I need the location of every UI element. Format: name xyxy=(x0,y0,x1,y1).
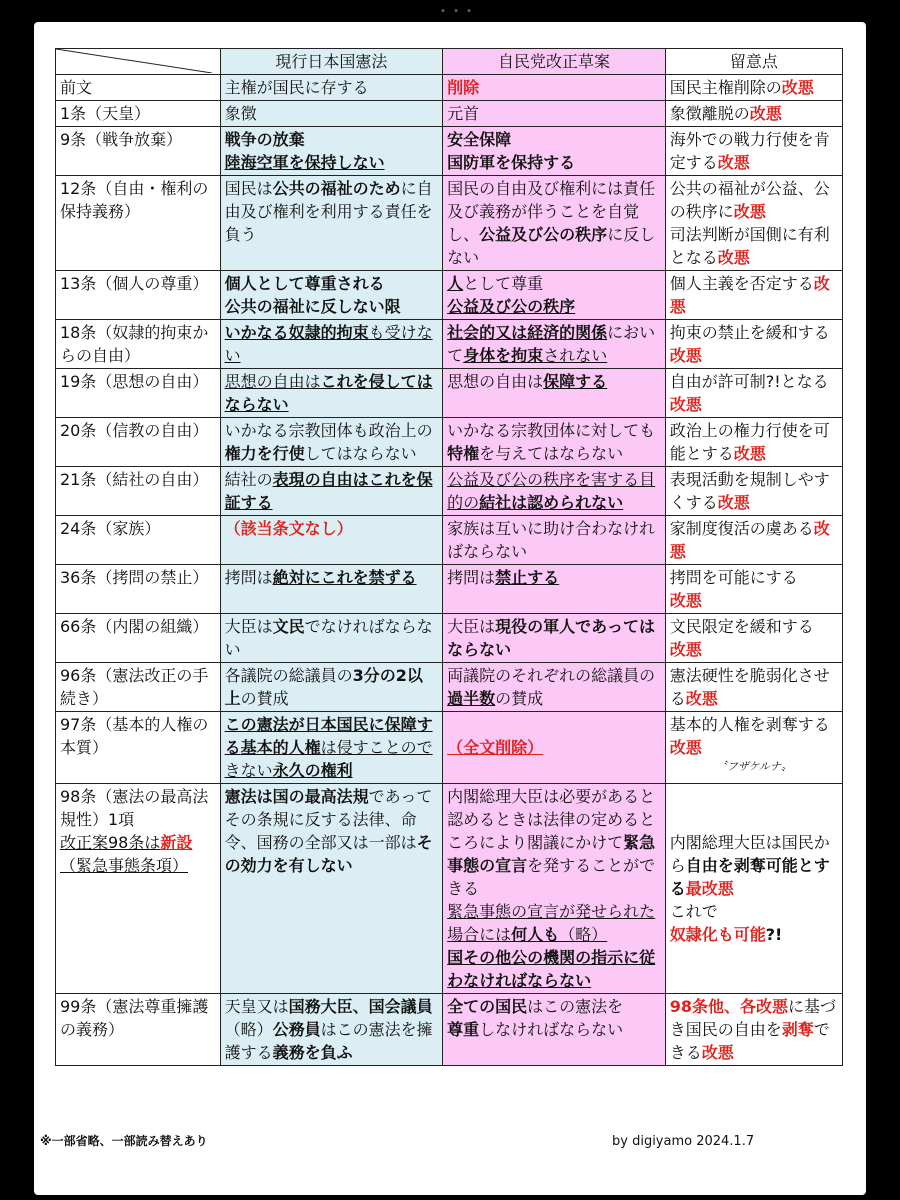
header-notes: 留意点 xyxy=(665,49,842,75)
comparison-table xyxy=(55,48,843,1066)
note-cell: 個人主義を否定する改悪 xyxy=(665,271,842,320)
draft-cell: 全ての国民はこの憲法を 尊重しなければならない xyxy=(443,994,666,1066)
draft-cell: 削除 xyxy=(443,75,666,101)
current-cell: 個人として尊重される 公共の福祉に反しない限 xyxy=(220,271,443,320)
draft-cell: 大臣は現役の軍人であってはならない xyxy=(443,614,666,663)
article-cell: 13条（個人の尊重） xyxy=(56,271,221,320)
article-cell: 1条（天皇） xyxy=(56,101,221,127)
table-row xyxy=(56,320,843,369)
table-row xyxy=(56,176,843,271)
current-cell: 思想の自由はこれを侵してはならない xyxy=(220,369,443,418)
article-cell: 98条（憲法の最高法規性）1項 改正案98条は新設 （緊急事態条項） xyxy=(56,784,221,994)
current-cell: この憲法が日本国民に保障する基本的人権は侵すことのできない永久の権利 xyxy=(220,712,443,784)
table-row xyxy=(56,418,843,467)
table-row xyxy=(56,994,843,1066)
table-row xyxy=(56,467,843,516)
table-row xyxy=(56,712,843,784)
diagonal-line xyxy=(56,49,212,73)
note-cell: 文民限定を緩和する 改悪 xyxy=(665,614,842,663)
table-row xyxy=(56,516,843,565)
current-cell: 国民は公共の福祉のために自由及び権利を利用する責任を負う xyxy=(220,176,443,271)
draft-cell: 家族は互いに助け合わなければならない xyxy=(443,516,666,565)
draft-cell: （全文削除） xyxy=(443,712,666,784)
article-cell: 36条（拷問の禁止） xyxy=(56,565,221,614)
note-cell: 拷問を可能にする 改悪 xyxy=(665,565,842,614)
table-row xyxy=(56,565,843,614)
note-cell: 表現活動を規制しやすくする改悪 xyxy=(665,467,842,516)
draft-cell: 公益及び公の秩序を害する目的の結社は認められない xyxy=(443,467,666,516)
draft-cell: 安全保障 国防軍を保持する xyxy=(443,127,666,176)
draft-cell: 内閣総理大臣は必要があると認めるときは法律の定めるところにより閣議にかけて緊急事態の宣言を発することができる 緊急事態の宣言が発せられた場合には何人も（略） 国その他公の機関の指示に従わなければならない xyxy=(443,784,666,994)
current-cell: 天皇又は国務大臣、国会議員（略）公務員はこの憲法を擁護する義務を負ふ xyxy=(220,994,443,1066)
note-cell: 海外での戦力行使を肯定する改悪 xyxy=(665,127,842,176)
current-cell: （該当条文なし） xyxy=(220,516,443,565)
draft-cell: 両議院のそれぞれの総議員の過半数の賛成 xyxy=(443,663,666,712)
draft-cell: 元首 xyxy=(443,101,666,127)
table-row xyxy=(56,75,843,101)
article-cell: 24条（家族） xyxy=(56,516,221,565)
note-cell: 国民主権削除の改悪 xyxy=(665,75,842,101)
draft-cell: 思想の自由は保障する xyxy=(443,369,666,418)
article-cell: 21条（結社の自由） xyxy=(56,467,221,516)
note-cell: 象徴離脱の改悪 xyxy=(665,101,842,127)
corner-cell xyxy=(56,49,221,75)
article-cell: 97条（基本的人権の本質） xyxy=(56,712,221,784)
table-row xyxy=(56,614,843,663)
article-cell: 99条（憲法尊重擁護の義務） xyxy=(56,994,221,1066)
footer-note: ※一部省略、一部読み替えあり xyxy=(40,1134,208,1148)
note-cell: 拘束の禁止を緩和する改悪 xyxy=(665,320,842,369)
window-grabber[interactable]: • • • xyxy=(440,6,475,17)
article-cell: 18条（奴隷的拘束からの自由） xyxy=(56,320,221,369)
table-header-row xyxy=(56,49,843,75)
current-cell: 主権が国民に存する xyxy=(220,75,443,101)
note-cell: 家制度復活の虞ある改悪 xyxy=(665,516,842,565)
current-cell: いかなる宗教団体も政治上の権力を行使してはならない xyxy=(220,418,443,467)
table-row xyxy=(56,271,843,320)
article-cell: 96条（憲法改正の手続き） xyxy=(56,663,221,712)
current-cell: 戦争の放棄 陸海空軍を保持しない xyxy=(220,127,443,176)
current-cell: 大臣は文民でなければならない xyxy=(220,614,443,663)
article-cell: 20条（信教の自由） xyxy=(56,418,221,467)
draft-cell: いかなる宗教団体に対しても特権を与えてはならない xyxy=(443,418,666,467)
current-cell: 象徴 xyxy=(220,101,443,127)
header-current-constitution: 現行日本国憲法 xyxy=(220,49,443,75)
current-cell: いかなる奴隷的拘束も受けない xyxy=(220,320,443,369)
table-row xyxy=(56,784,843,994)
article-cell: 19条（思想の自由） xyxy=(56,369,221,418)
note-cell: 憲法硬性を脆弱化させる改悪 xyxy=(665,663,842,712)
note-cell: 98条他、各改悪に基づき国民の自由を剥奪できる改悪 xyxy=(665,994,842,1066)
note-cell: 自由が許可制?!となる改悪 xyxy=(665,369,842,418)
table-row xyxy=(56,663,843,712)
table-row xyxy=(56,101,843,127)
current-cell: 憲法は国の最高法規であってその条規に反する法律、命令、国務の全部又は一部はその効力を有しない xyxy=(220,784,443,994)
article-cell: 9条（戦争放棄） xyxy=(56,127,221,176)
draft-cell: 国民の自由及び権利には責任及び義務が伴うことを自覚し、公益及び公の秩序に反しない xyxy=(443,176,666,271)
note-cell: 政治上の権力行使を可能とする改悪 xyxy=(665,418,842,467)
article-cell: 66条（内閣の組織） xyxy=(56,614,221,663)
draft-cell: 人として尊重 公益及び公の秩序 xyxy=(443,271,666,320)
article-cell: 12条（自由・権利の保持義務） xyxy=(56,176,221,271)
document-page xyxy=(34,22,866,1195)
table-row xyxy=(56,127,843,176)
draft-cell: 社会的又は経済的関係において身体を拘束されない xyxy=(443,320,666,369)
footer-credit: by digiyamo 2024.1.7 xyxy=(612,1134,755,1149)
header-ldp-draft: 自民党改正草案 xyxy=(443,49,666,75)
current-cell: 各議院の総議員の3分の2以上の賛成 xyxy=(220,663,443,712)
current-cell: 結社の表現の自由はこれを保証する xyxy=(220,467,443,516)
note-cell: 公共の福祉が公益、公の秩序に改悪 司法判断が国側に有利となる改悪 xyxy=(665,176,842,271)
table-row xyxy=(56,369,843,418)
current-cell: 拷問は絶対にこれを禁ずる xyxy=(220,565,443,614)
note-cell: 基本的人権を剥奪する改悪 〝フザケルナ〟 xyxy=(665,712,842,784)
draft-cell: 拷問は禁止する xyxy=(443,565,666,614)
article-cell: 前文 xyxy=(56,75,221,101)
note-cell: 内閣総理大臣は国民から自由を剥奪可能とする最改悪 これで 奴隷化も可能?! xyxy=(665,784,842,994)
